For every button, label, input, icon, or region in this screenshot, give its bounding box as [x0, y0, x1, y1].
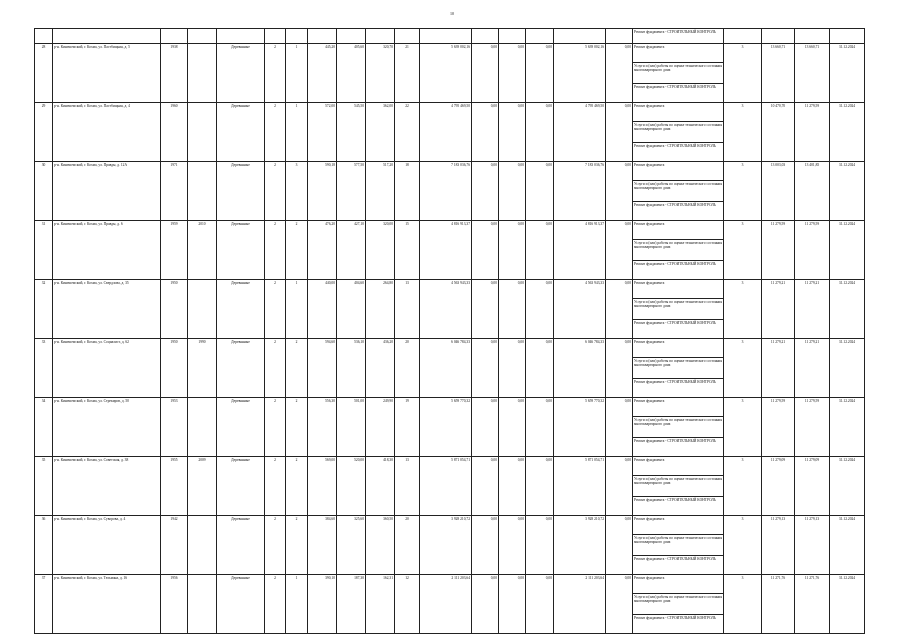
- row-number: 35: [35, 457, 53, 516]
- work-cell: Ремонт фундамента - СТРОИТЕЛЬНЫЙ КОНТРОЛЬ: [633, 379, 724, 398]
- regional-budget-cell: 0,00: [499, 575, 526, 634]
- residential-area-cell: 362,00: [366, 103, 395, 162]
- entrances-cell: 1: [286, 103, 308, 162]
- floors-cell: 2: [265, 339, 286, 398]
- other-funds-cell: 0,00: [606, 221, 633, 280]
- federal-fund-cell: 0,00: [472, 162, 499, 221]
- owners-fund-cell: 3 928 210,72: [554, 516, 606, 575]
- wall-material-cell: Деревянные: [217, 280, 265, 339]
- residential-area-cell: 517,20: [366, 162, 395, 221]
- year-renovated-cell: [188, 575, 217, 634]
- residents-cell: 19: [395, 398, 420, 457]
- total-cost-cell: 4 816 913,37: [420, 221, 472, 280]
- work-cell: Ремонт фундамента - СТРОИТЕЛЬНЫЙ КОНТРОЛЬ: [633, 261, 724, 280]
- row-number: 36: [35, 516, 53, 575]
- local-budget-cell: 0,00: [526, 221, 554, 280]
- max-cost-cell: 11 279,59: [795, 221, 830, 280]
- year-built-cell: 1953: [161, 398, 188, 457]
- row-number: 33: [35, 339, 53, 398]
- entrances-cell: 1: [286, 44, 308, 103]
- work-cell: Ремонт фундамента: [633, 221, 724, 240]
- work-cell: Услуги и (или) работы по оценке технического состояния многоквартирного дома: [633, 594, 724, 615]
- unit-cost-cell: 11 279,21: [762, 339, 795, 398]
- work-cell: Услуги и (или) работы по оценке технического состояния многоквартирного дома: [633, 417, 724, 438]
- total-area-cell: 390,10: [308, 575, 337, 634]
- year-renovated-cell: [188, 103, 217, 162]
- address-cell: р-н. Кинешемский, г. Кохма, ул. Социалист, д. 62: [53, 339, 161, 398]
- owners-fund-cell: 2 111 203,64: [554, 575, 606, 634]
- entrances-cell: 2: [286, 457, 308, 516]
- work-cell: Услуги и (или) работы по оценке технического состояния многоквартирного дома: [633, 122, 724, 143]
- unit-cost-cell: 13 003,03: [762, 162, 795, 221]
- other-funds-cell: 0,00: [606, 516, 633, 575]
- table-row: [35, 398, 865, 417]
- year-renovated-cell: [188, 44, 217, 103]
- federal-fund-cell: 0,00: [472, 398, 499, 457]
- other-funds-cell: 0,00: [606, 398, 633, 457]
- deadline-cell: 31.12.2024: [830, 44, 865, 103]
- regional-budget-cell: 0,00: [499, 221, 526, 280]
- table-row: [35, 280, 865, 299]
- deadline-cell: 31.12.2024: [830, 221, 865, 280]
- floors-cell: 2: [265, 398, 286, 457]
- table-row: [35, 221, 865, 240]
- residential-area-cell: 162,31: [366, 575, 395, 634]
- address-cell: р-н. Кинешемский, г. Кохма, ул. Тельмана, д. 16: [53, 575, 161, 634]
- year-built-cell: 1959: [161, 221, 188, 280]
- living-area-cell: 405,60: [337, 44, 366, 103]
- work-cell: Услуги и (или) работы по оценке технического состояния многоквартирного дома: [633, 299, 724, 320]
- unit-cost-cell: 11 279,21: [762, 280, 795, 339]
- local-budget-cell: 0,00: [526, 162, 554, 221]
- work-cell: Ремонт фундамента: [633, 162, 724, 181]
- work-cell: Услуги и (или) работы по оценке технического состояния многоквартирного дома: [633, 63, 724, 84]
- regional-budget-cell: 0,00: [499, 44, 526, 103]
- year-built-cell: 1942: [161, 516, 188, 575]
- deadline-cell: 31.12.2024: [830, 516, 865, 575]
- deadline-cell: 31.12.2024: [830, 339, 865, 398]
- row-number: 32: [35, 280, 53, 339]
- owners-fund-cell: 7 183 036,76: [554, 162, 606, 221]
- unit-cost-cell: 11 279,09: [762, 457, 795, 516]
- other-funds-cell: 0,00: [606, 103, 633, 162]
- residential-area-cell: 264,80: [366, 280, 395, 339]
- residents-cell: 22: [395, 103, 420, 162]
- residents-cell: 13: [395, 457, 420, 516]
- year-renovated-cell: [188, 280, 217, 339]
- wall-material-cell: Деревянные: [217, 339, 265, 398]
- regional-budget-cell: 0,00: [499, 280, 526, 339]
- federal-fund-cell: 0,00: [472, 457, 499, 516]
- other-funds-cell: 0,00: [606, 280, 633, 339]
- total-cost-cell: 6 046 784,33: [420, 339, 472, 398]
- regional-budget-cell: 0,00: [499, 339, 526, 398]
- address-cell: р-н. Кинешемский, г. Кохма, ул. Пастбищная, д. 5: [53, 44, 161, 103]
- deadline-cell: 31.12.2024: [830, 457, 865, 516]
- total-area-cell: 594,60: [308, 339, 337, 398]
- row-number: 30: [35, 162, 53, 221]
- work-count-cell: 3: [724, 162, 762, 221]
- residential-area-cell: 436,20: [366, 339, 395, 398]
- year-built-cell: 1956: [161, 575, 188, 634]
- unit-cost-cell: 11 271,76: [762, 575, 795, 634]
- work-count-cell: 3: [724, 44, 762, 103]
- entrances-cell: 2: [286, 516, 308, 575]
- floors-cell: 2: [265, 162, 286, 221]
- total-area-cell: 440,00: [308, 280, 337, 339]
- unit-cost-cell: 11 279,13: [762, 516, 795, 575]
- living-area-cell: 187,30: [337, 575, 366, 634]
- living-area-cell: 536,10: [337, 339, 366, 398]
- floors-cell: 2: [265, 44, 286, 103]
- deadline-cell: 31.12.2024: [830, 280, 865, 339]
- total-cost-cell: 3 928 210,72: [420, 516, 472, 575]
- federal-fund-cell: 0,00: [472, 280, 499, 339]
- floors-cell: 2: [265, 516, 286, 575]
- work-cell: Ремонт фундамента - СТРОИТЕЛЬНЫЙ КОНТРОЛЬ: [633, 615, 724, 634]
- wall-material-cell: Деревянные: [217, 575, 265, 634]
- total-cost-cell: 2 111 203,64: [420, 575, 472, 634]
- wall-material-cell: Деревянные: [217, 162, 265, 221]
- floors-cell: 2: [265, 575, 286, 634]
- work-cell: Ремонт фундамента - СТРОИТЕЛЬНЫЙ КОНТРОЛЬ: [633, 497, 724, 516]
- row-number: 28: [35, 44, 53, 103]
- federal-fund-cell: 0,00: [472, 44, 499, 103]
- address-cell: р-н. Кинешемский, г. Кохма, ул. Пастбищная, д. 4: [53, 103, 161, 162]
- floors-cell: 2: [265, 103, 286, 162]
- total-cost-cell: 5 659 770,32: [420, 398, 472, 457]
- residential-area-cell: 418,30: [366, 457, 395, 516]
- work-cell: Ремонт фундамента: [633, 457, 724, 476]
- wall-material-cell: Деревянные: [217, 44, 265, 103]
- work-count-cell: 3: [724, 103, 762, 162]
- entrances-cell: 2: [286, 221, 308, 280]
- max-cost-cell: 11 279,21: [795, 339, 830, 398]
- year-renovated-cell: [188, 516, 217, 575]
- work-count-cell: 3: [724, 457, 762, 516]
- total-area-cell: 590,18: [308, 162, 337, 221]
- max-cost-cell: 13 401,85: [795, 162, 830, 221]
- address-cell: р-н. Кинешемский, г. Кохма, ул. Суворова, д. 4: [53, 516, 161, 575]
- max-cost-cell: 11 279,09: [795, 457, 830, 516]
- total-area-cell: 476,20: [308, 221, 337, 280]
- work-cell: Услуги и (или) работы по оценке технического состояния многоквартирного дома: [633, 535, 724, 556]
- unit-cost-cell: 11 279,59: [762, 221, 795, 280]
- year-built-cell: 1971: [161, 162, 188, 221]
- work-count-cell: 3: [724, 339, 762, 398]
- table-row: [35, 44, 865, 63]
- federal-fund-cell: 0,00: [472, 103, 499, 162]
- year-renovated-cell: [188, 162, 217, 221]
- living-area-cell: 325,60: [337, 516, 366, 575]
- living-area-cell: 404,60: [337, 280, 366, 339]
- wall-material-cell: Деревянные: [217, 221, 265, 280]
- address-cell: р-н. Кинешемский, г. Кохма, ул. Свердлова, д. 35: [53, 280, 161, 339]
- federal-fund-cell: 0,00: [472, 339, 499, 398]
- unit-cost-cell: 13 660,71: [762, 44, 795, 103]
- residential-area-cell: 249,90: [366, 398, 395, 457]
- floors-cell: 2: [265, 280, 286, 339]
- owners-fund-cell: 4 795 469,50: [554, 103, 606, 162]
- row-number: 37: [35, 575, 53, 634]
- owners-fund-cell: 4 816 913,37: [554, 221, 606, 280]
- other-funds-cell: 0,00: [606, 162, 633, 221]
- max-cost-cell: 11 279,59: [795, 103, 830, 162]
- work-cell: Ремонт фундамента - СТРОИТЕЛЬНЫЙ КОНТРОЛЬ: [633, 438, 724, 457]
- table-row: [35, 516, 865, 535]
- entrances-cell: 3: [286, 162, 308, 221]
- residents-cell: 15: [395, 221, 420, 280]
- total-area-cell: 445,20: [308, 44, 337, 103]
- owners-fund-cell: 5 659 770,32: [554, 398, 606, 457]
- max-cost-cell: 11 279,21: [795, 280, 830, 339]
- work-count-cell: 3: [724, 516, 762, 575]
- work-count-cell: 3: [724, 398, 762, 457]
- work-cell: Ремонт фундамента: [633, 280, 724, 299]
- address-cell: р-н. Кинешемский, г. Кохма, ул. Правды, д. 12А: [53, 162, 161, 221]
- regional-budget-cell: 0,00: [499, 398, 526, 457]
- year-renovated-cell: [188, 398, 217, 457]
- work-cell: Ремонт фундамента - СТРОИТЕЛЬНЫЙ КОНТРОЛЬ: [633, 143, 724, 162]
- work-cell: Ремонт фундамента: [633, 103, 724, 122]
- max-cost-cell: 11 279,59: [795, 398, 830, 457]
- living-area-cell: 427,10: [337, 221, 366, 280]
- total-area-cell: 572,00: [308, 103, 337, 162]
- year-renovated-cell: 2009: [188, 457, 217, 516]
- regional-budget-cell: 0,00: [499, 162, 526, 221]
- page-number: 10: [450, 11, 454, 16]
- work-count-cell: 3: [724, 221, 762, 280]
- total-area-cell: 556,30: [308, 398, 337, 457]
- year-built-cell: 1955: [161, 457, 188, 516]
- wall-material-cell: Деревянные: [217, 457, 265, 516]
- residents-cell: 12: [395, 575, 420, 634]
- other-funds-cell: 0,00: [606, 339, 633, 398]
- regional-budget-cell: 0,00: [499, 516, 526, 575]
- address-cell: р-н. Кинешемский, г. Кохма, ул. Правды, д. 6: [53, 221, 161, 280]
- floors-cell: 2: [265, 221, 286, 280]
- total-area-cell: 384,60: [308, 516, 337, 575]
- table-row: [35, 339, 865, 358]
- table-row: [35, 103, 865, 122]
- entrances-cell: 1: [286, 575, 308, 634]
- year-built-cell: 1950: [161, 339, 188, 398]
- local-budget-cell: 0,00: [526, 457, 554, 516]
- max-cost-cell: 11 271,76: [795, 575, 830, 634]
- living-area-cell: 520,00: [337, 457, 366, 516]
- owners-fund-cell: 6 046 784,33: [554, 339, 606, 398]
- federal-fund-cell: 0,00: [472, 221, 499, 280]
- work-count-cell: 3: [724, 575, 762, 634]
- table-row: [35, 162, 865, 181]
- local-budget-cell: 0,00: [526, 103, 554, 162]
- max-cost-cell: 11 279,13: [795, 516, 830, 575]
- work-cell: Услуги и (или) работы по оценке технического состояния многоквартирного дома: [633, 476, 724, 497]
- work-cell: Ремонт фундамента - СТРОИТЕЛЬНЫЙ КОНТРОЛЬ: [633, 84, 724, 103]
- total-cost-cell: 7 183 036,76: [420, 162, 472, 221]
- deadline-cell: 31.12.2024: [830, 162, 865, 221]
- row-number: 31: [35, 221, 53, 280]
- other-funds-cell: 0,00: [606, 575, 633, 634]
- work-count-cell: 3: [724, 280, 762, 339]
- owners-fund-cell: 5 639 002,16: [554, 44, 606, 103]
- year-renovated-cell: 2010: [188, 221, 217, 280]
- wall-material-cell: Деревянные: [217, 398, 265, 457]
- residents-cell: 13: [395, 280, 420, 339]
- living-area-cell: 501,00: [337, 398, 366, 457]
- living-area-cell: 577,50: [337, 162, 366, 221]
- capital-repair-register-table: [34, 28, 865, 634]
- other-funds-cell: 0,00: [606, 457, 633, 516]
- deadline-cell: 31.12.2024: [830, 575, 865, 634]
- other-funds-cell: 0,00: [606, 44, 633, 103]
- work-cell: Ремонт фундамента: [633, 398, 724, 417]
- address-cell: р-н. Кинешемский, г. Кохма, ул. Стрекиров, д. 50: [53, 398, 161, 457]
- local-budget-cell: 0,00: [526, 398, 554, 457]
- entrances-cell: 1: [286, 280, 308, 339]
- floors-cell: 2: [265, 457, 286, 516]
- table-row: [35, 575, 865, 594]
- row-number: 29: [35, 103, 53, 162]
- work-cell: Ремонт фундамента: [633, 44, 724, 63]
- year-built-cell: 1938: [161, 44, 188, 103]
- local-budget-cell: 0,00: [526, 280, 554, 339]
- local-budget-cell: 0,00: [526, 575, 554, 634]
- work-cell: Услуги и (или) работы по оценке технического состояния многоквартирного дома: [633, 181, 724, 202]
- work-cell: Услуги и (или) работы по оценке технического состояния многоквартирного дома: [633, 240, 724, 261]
- local-budget-cell: 0,00: [526, 44, 554, 103]
- residents-cell: 21: [395, 44, 420, 103]
- local-budget-cell: 0,00: [526, 339, 554, 398]
- entrances-cell: 2: [286, 398, 308, 457]
- residential-area-cell: 320,70: [366, 44, 395, 103]
- work-cell: Ремонт фундамента - СТРОИТЕЛЬНЫЙ КОНТРОЛЬ: [633, 556, 724, 575]
- row-number: 34: [35, 398, 53, 457]
- residential-area-cell: 320,00: [366, 221, 395, 280]
- total-cost-cell: 4 563 943,33: [420, 280, 472, 339]
- residential-area-cell: 360,50: [366, 516, 395, 575]
- address-cell: р-н. Кинешемский, г. Кохма, ул. Советская, д. 38: [53, 457, 161, 516]
- regional-budget-cell: 0,00: [499, 103, 526, 162]
- work-cell: Ремонт фундамента - СТРОИТЕЛЬНЫЙ КОНТРОЛЬ: [633, 202, 724, 221]
- owners-fund-cell: 4 563 943,33: [554, 280, 606, 339]
- work-cell: Ремонт фундамента: [633, 516, 724, 535]
- regional-budget-cell: 0,00: [499, 457, 526, 516]
- residents-cell: 20: [395, 339, 420, 398]
- deadline-cell: 31.12.2024: [830, 103, 865, 162]
- year-built-cell: 1960: [161, 103, 188, 162]
- owners-fund-cell: 5 871 054,71: [554, 457, 606, 516]
- work-cell: Ремонт фундамента: [633, 575, 724, 594]
- continuation-row: [35, 29, 865, 44]
- wall-material-cell: Деревянные: [217, 516, 265, 575]
- entrances-cell: 2: [286, 339, 308, 398]
- year-built-cell: 1950: [161, 280, 188, 339]
- local-budget-cell: 0,00: [526, 516, 554, 575]
- residents-cell: 18: [395, 162, 420, 221]
- total-cost-cell: 5 871 054,71: [420, 457, 472, 516]
- total-area-cell: 569,00: [308, 457, 337, 516]
- residents-cell: 20: [395, 516, 420, 575]
- work-cell: Ремонт фундамента - СТРОИТЕЛЬНЫЙ КОНТРОЛЬ: [633, 320, 724, 339]
- year-renovated-cell: 1990: [188, 339, 217, 398]
- work-cell: Услуги и (или) работы по оценке технического состояния многоквартирного дома: [633, 358, 724, 379]
- living-area-cell: 545,50: [337, 103, 366, 162]
- federal-fund-cell: 0,00: [472, 516, 499, 575]
- total-cost-cell: 4 795 469,50: [420, 103, 472, 162]
- max-cost-cell: 13 660,71: [795, 44, 830, 103]
- unit-cost-cell: 11 279,59: [762, 398, 795, 457]
- work-cell: Ремонт фундамента - СТРОИТЕЛЬНЫЙ КОНТРОЛЬ: [633, 29, 724, 44]
- wall-material-cell: Деревянные: [217, 103, 265, 162]
- deadline-cell: 31.12.2024: [830, 398, 865, 457]
- unit-cost-cell: 10 470,70: [762, 103, 795, 162]
- table-row: [35, 457, 865, 476]
- federal-fund-cell: 0,00: [472, 575, 499, 634]
- work-cell: Ремонт фундамента: [633, 339, 724, 358]
- total-cost-cell: 5 639 002,16: [420, 44, 472, 103]
